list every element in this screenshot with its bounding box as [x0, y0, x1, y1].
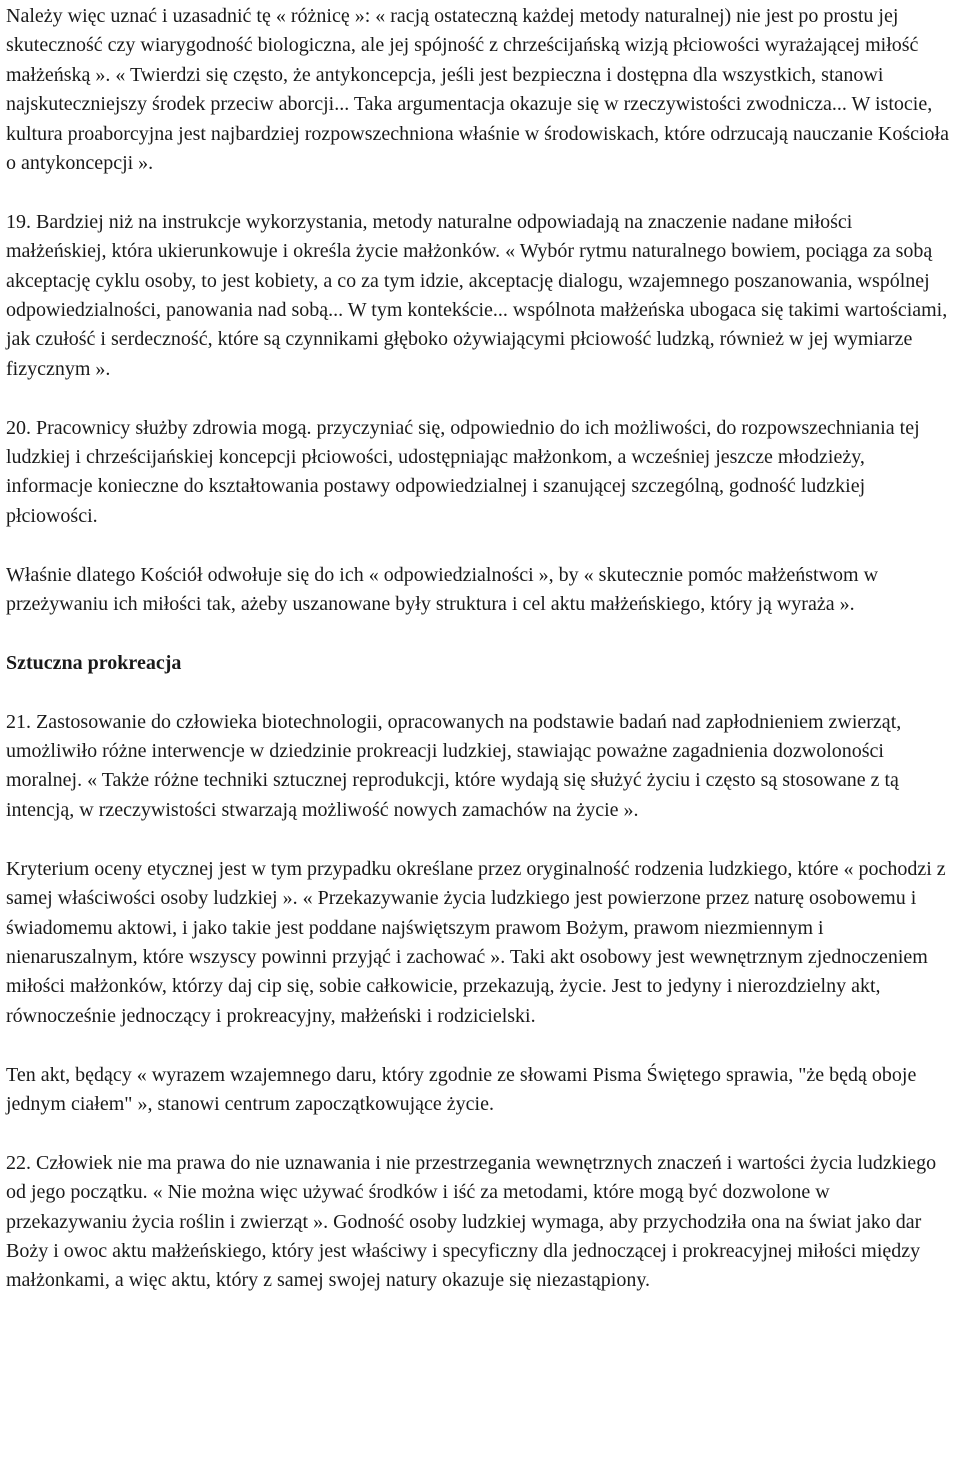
document-page [0, 2, 960, 1462]
paragraph-19: 19. Bardziej niż na instrukcje wykorzystania, metody naturalne odpowiadają na znaczenie nadane miłości małżeńskiej, która ukierunkowuje i określa życie małżonków. « Wybór rytmu naturalnego bowiem, pociąga za sobą akceptację cyklu osoby, to jest kobiety, a co za tym idzie, akceptację dialogu, wzajemnego poszanowania, wspólnej odpowiedzialności, panowania nad sobą... W tym kontekście... wspólnota małżeńska ubogaca się takimi wartościami, jak czułość i serdeczność, które są czynnikami głęboko ożywiającymi płciowość ludzką, również w jej wymiarze fizycznym ». [6, 210, 948, 380]
paragraph-18-continuation: Należy więc uznać i uzasadnić tę « różnicę »: « racją ostateczną każdej metody naturalnej) nie jest po prostu jej skuteczność czy wiarygodność biologiczna, ale jej spójność z chrześcijańską wizją płciowości wyrażającej miłość małżeńską ». « Twierdzi się często, że antykoncepcja, jeśli jest bezpieczna i dostępna dla wszystkich, stanowi najskuteczniejszy środek przeciw aborcji... Taka argumentacja okazuje się w rzeczywistości zwodnicza... W istocie, kultura proaborcyjna jest najbardziej rozpowszechniona właśnie w środowiskach, które odrzucają nauczanie Kościoła o antykoncepcji ». [6, 5, 949, 175]
paragraph-20-continuation: Właśnie dlatego Kościół odwołuje się do ich « odpowiedzialności », by « skutecznie pomóc małżeństwom w przeżywaniu ich miłości tak, ażeby uszanowane były struktura i cel aktu małżeńskiego, który ją wyraża ». [6, 563, 879, 616]
section-heading: Sztuczna prokreacja [6, 651, 182, 674]
paragraph-22: 22. Człowiek nie ma prawa do nie uznawania i nie przestrzegania wewnętrznych znaczeń i wartości życia ludzkiego od jego początku. « Nie można więc używać środków i iść za metodami, które mogą być dozwolone w przekazywaniu życia roślin i zwierząt ». Godność osoby ludzkiej wymaga, aby przychodziła ona na świat jako dar Boży i owoc aktu małżeńskiego, który jest właściwy i specyficzny dla jednoczącej i prokreacyjnej miłości między małżonkami, a więc aktu, który z samej swojej natury okazuje się niezastąpiony. [6, 1151, 937, 1292]
paragraph-21: 21. Zastosowanie do człowieka biotechnologii, opracowanych na podstawie badań nad zapłodnieniem zwierząt, umożliwiło różne interwencje w dziedzinie prokreacji ludzkiej, stawiając poważne zagadnienia dozwoloności moralnej. « Także różne techniki sztucznej reprodukcji, które wydają się służyć życiu i często są stosowane z tą intencją, w rzeczywistości stwarzają możliwość nowych zamachów na życie ». [6, 710, 902, 821]
paragraph-20: 20. Pracownicy służby zdrowia mogą. przyczyniać się, odpowiednio do ich możliwości, do rozpowszechniania tej ludzkiej i chrześcijańskiej koncepcji płciowości, udostępniając małżonkom, a wcześniej jeszcze młodzieży, informacje konieczne do kształtowania postawy odpowiedzialnej i szanującej szczególną, godność ludzkiej płciowości. [6, 416, 920, 527]
paragraph-21-act: Ten akt, będący « wyrazem wzajemnego daru, który zgodnie ze słowami Pisma Świętego sprawia, "że będą oboje jednym ciałem" », stanowi centrum zapoczątkowujące życie. [6, 1063, 917, 1115]
paragraph-21-criterion: Kryterium oceny etycznej jest w tym przypadku określane przez oryginalność rodzenia ludzkiego, które « pochodzi z samej właściwości osoby ludzkiej ». « Przekazywanie życia ludzkiego jest powierzone przez naturę osobowemu i świadomemu aktowi, i jako takie jest poddane najświętszym prawom Bożym, prawom niezmiennym i nienaruszalnym, które wszyscy powinni przyjąć i zachować ». Taki akt osobowy jest wewnętrznym zjednoczeniem miłości małżonków, którzy daj cip się, sobie całkowicie, przekazują, życie. Jest to jedyny i nierozdzielny akt, równocześnie jednoczący i prokreacyjny, małżeński i rodzicielski. [6, 857, 946, 1027]
